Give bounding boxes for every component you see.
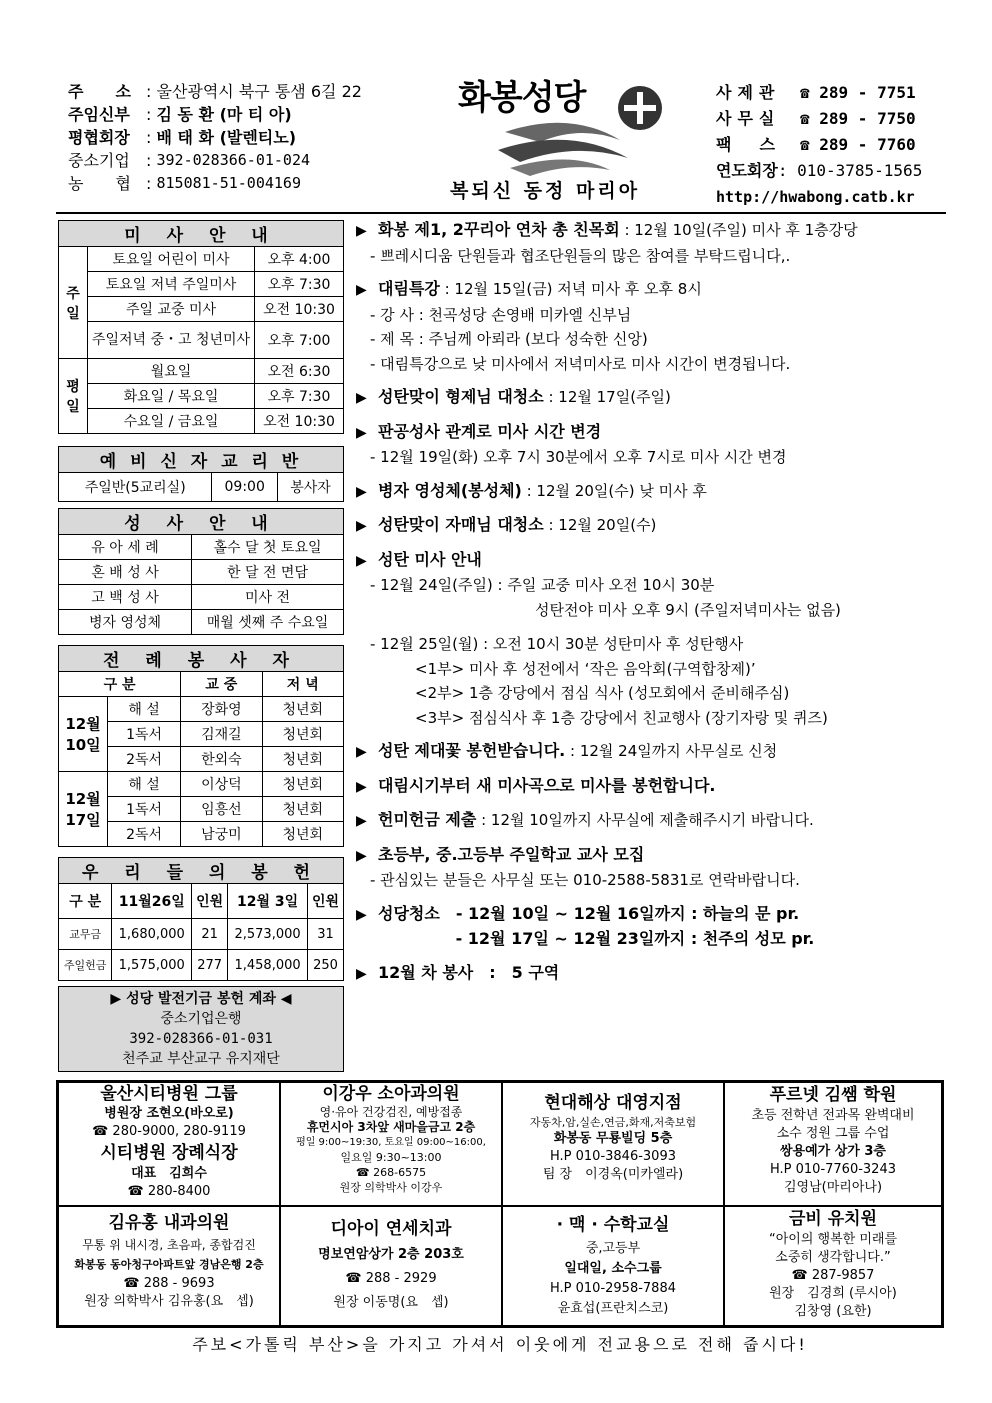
triangle-bullet-icon: ▶: [356, 552, 367, 569]
ad-line: 팀 장 이경옥(미카엘라): [542, 1167, 684, 1182]
ad-line: ☎ 288 - 2929: [345, 1271, 437, 1286]
colon: :: [146, 105, 157, 124]
offering-header: 구 분: [59, 884, 112, 919]
offering-count: 250: [308, 950, 344, 981]
catechumen-class: 주일반(5교리실): [59, 473, 212, 502]
offering-category: 주일헌금: [59, 950, 112, 981]
news-head: 병자 영성체(봉성체): [378, 480, 522, 500]
sacrament-table: [58, 508, 344, 635]
ad-line: ☎ 280-8400: [127, 1184, 211, 1199]
website-link[interactable]: http://hwabong.catb.kr: [716, 188, 915, 206]
sacrament-info: 한 달 전 면담: [192, 560, 344, 585]
mass-name: 수요일 / 금요일: [88, 409, 255, 434]
ad-pediatrics: [280, 1082, 502, 1206]
ad-line: 병원장 조현오(바오로): [104, 1106, 234, 1121]
ad-line: “아이의 행복한 미래를: [768, 1232, 898, 1247]
council-label: 평협회장: [68, 128, 130, 147]
ad-line: ☎ 288 - 9693: [123, 1276, 215, 1291]
pastor-name: 김 동 환 (마 티 아): [156, 105, 292, 124]
fund-holder: 천주교 부산교구 유지재단: [122, 1051, 280, 1067]
triangle-bullet-icon: ▶: [356, 847, 367, 864]
ad-internal-medicine: [58, 1206, 280, 1326]
mass-time: 오전 10:30: [255, 297, 344, 322]
news-rest: : 12월 20일(수) 낮 미사 후: [521, 481, 707, 500]
ad-city-hospital: [58, 1082, 280, 1206]
news-sub: <2부> 1층 강당에서 점심 식사 (성모회에서 준비해주심): [370, 684, 790, 702]
ad-line: 화봉동 무룡빌딩 5층: [553, 1131, 673, 1146]
mass-time: 오전 10:30: [255, 409, 344, 434]
catechumen-title: 예 비 신 자 교 리 반: [59, 447, 344, 473]
liturgy-main: 남궁미: [181, 822, 262, 847]
offering-amount: 1,680,000: [112, 919, 192, 950]
pastor-row: [68, 103, 398, 126]
news-sub: <3부> 점심식사 후 1층 강당에서 친교행사 (장기자랑 및 퀴즈): [370, 708, 828, 727]
mass-time: 오후 7:30: [255, 272, 344, 297]
ad-title: 현대해상 대영지점: [544, 1093, 682, 1113]
ad-line: 쌍용예가 상가 3층: [779, 1144, 886, 1159]
ad-line: H.P 010-3846-3093: [549, 1149, 676, 1164]
news-rest: : 12월 24일까지 사무실로 신청: [565, 742, 778, 760]
news-head: 판공성사 관계로 미사 시간 변경: [378, 421, 602, 441]
office-phone: ☎ 289 - 7750: [800, 109, 916, 128]
ad-line: 일요일 9:30~13:00: [340, 1151, 442, 1164]
news-item: [356, 739, 950, 765]
news-item: [356, 902, 950, 928]
news-rest: : 12월 20일(수): [543, 516, 657, 534]
news-head: 12월 차 봉사 : 5 구역: [378, 962, 560, 982]
ad-line: 평일 9:00~19:30, 토요일 09:00~16:00,: [296, 1137, 486, 1148]
offering-header: 인원: [192, 884, 228, 919]
mass-name: 월요일: [88, 359, 255, 384]
news-head: 성당청소 - 12월 10일 ~ 12월 16일까지 : 하늘의 문 pr.: [378, 903, 800, 923]
triangle-bullet-icon: ▶: [356, 813, 367, 829]
prayer-leader-row: [716, 158, 966, 184]
prayer-leader-phone: : 010-3785-1565: [777, 161, 923, 180]
liturgy-evening: 청년회: [262, 747, 343, 772]
liturgy-role: 1독서: [108, 797, 181, 822]
bank2-label: 농 협: [68, 174, 131, 193]
news-sub: - 관심있는 분들은 사무실 또는 010-2588-5831로 연락바랍니다.: [370, 871, 800, 889]
liturgy-evening: 청년회: [262, 822, 343, 847]
ad-line: ☎ 287-9857: [791, 1268, 875, 1283]
news-item: [356, 961, 950, 987]
sacrament-name: 혼 배 성 사: [59, 560, 192, 585]
council-name: 배 태 화 (발렌티노): [156, 128, 297, 147]
bank1-label: 중소기업: [68, 151, 130, 170]
sacrament-info: 미사 전: [192, 585, 344, 610]
fund-account: 392-028366-01-031: [129, 1031, 273, 1047]
parish-motto: 복되신 동정 마리아: [450, 180, 641, 202]
offering-title: 우 리 들 의 봉 헌: [59, 858, 344, 884]
parish-logo: [450, 70, 700, 210]
ad-line: 김창영 (요한): [794, 1304, 872, 1319]
ad-title: 금비 유치원: [788, 1209, 878, 1229]
fund-title: ▶ 성당 발전기금 봉헌 계좌 ◀: [110, 991, 292, 1007]
ad-line: 중,고등부: [585, 1241, 641, 1256]
header-info-left: [68, 80, 398, 195]
website-row: [716, 184, 966, 210]
news-sub: - 12월 24일(주일) : 주일 교중 미사 오전 10시 30분: [370, 576, 715, 594]
liturgy-role: 해 설: [108, 772, 181, 797]
ad-line: 화봉동 동아청구아파트앞 경남은행 2층: [74, 1258, 264, 1271]
offering-amount: 2,573,000: [228, 919, 308, 950]
triangle-bullet-icon: ▶: [356, 483, 367, 500]
mass-time: 오후 7:30: [255, 384, 344, 409]
liturgy-table: [58, 645, 344, 847]
catechumen-staff: 봉사자: [278, 473, 344, 502]
ad-line: 원장 이동명(요 셉): [333, 1295, 449, 1310]
triangle-bullet-icon: ▶: [356, 424, 367, 441]
news-rest: : 12월 10일(주일) 미사 후 1층강당: [619, 221, 858, 239]
mass-title: 미 사 안 내: [59, 221, 344, 247]
bank2-account: 815081-51-004169: [156, 174, 301, 192]
fund-bank: 중소기업은행: [160, 1011, 242, 1027]
fax-number: ☎ 289 - 7760: [800, 135, 916, 154]
offering-count: 21: [192, 919, 228, 950]
news-list: [356, 218, 950, 986]
offering-count: 277: [192, 950, 228, 981]
news-item: [356, 277, 950, 303]
colon: :: [146, 128, 157, 147]
bank2-row: [68, 172, 398, 195]
offering-header: 12월 3일: [228, 884, 308, 919]
liturgy-main: 김재길: [181, 722, 262, 747]
sacrament-info: 홀수 달 첫 토요일: [192, 535, 344, 560]
mass-schedule-table: [58, 220, 344, 434]
news-item: [356, 843, 950, 869]
offering-category: 교무금: [59, 919, 112, 950]
news-head: 대림시기부터 새 미사곡으로 미사를 봉헌합니다.: [378, 775, 716, 795]
news-item: [356, 479, 950, 505]
liturgy-date: 12월 17일: [59, 772, 108, 847]
news-head: 성탄맞이 자매님 대청소: [378, 515, 544, 534]
office-phone-row: [716, 106, 966, 132]
ad-title: 이강우 소아과의원: [322, 1084, 460, 1104]
header-divider: [56, 212, 946, 214]
liturgy-role: 2독서: [108, 747, 181, 772]
news-item: [356, 548, 950, 574]
news-head: 초등부, 중.고등부 주일학교 교사 모집: [378, 844, 645, 864]
pastor-label: 주임신부: [68, 105, 130, 124]
news-sub: - 대림특강으로 낮 미사에서 저녁미사로 미사 시간이 변경됩니다.: [370, 354, 791, 373]
liturgy-evening: 청년회: [262, 772, 343, 797]
ad-line: 윤효섭(프란치스코): [557, 1301, 669, 1316]
liturgy-date: 12월 10일: [59, 697, 108, 772]
news-rest: : 12월 15일(금) 저녁 미사 후 오후 8시: [439, 280, 702, 298]
ad-line: 초등 전학년 전과목 완벽대비: [751, 1108, 915, 1123]
liturgy-main: 이상덕: [181, 772, 262, 797]
liturgy-main: 한외숙: [181, 747, 262, 772]
offering-table: [58, 857, 344, 981]
triangle-bullet-icon: ▶: [356, 744, 367, 760]
ad-line: ☎ 268-6575: [355, 1166, 427, 1179]
ad-line: 명보연암상가 2층 203호: [318, 1247, 464, 1262]
mass-name: 화요일 / 목요일: [88, 384, 255, 409]
ad-title: · 맥 · 수학교실: [556, 1215, 670, 1235]
rectory-label: 사제관: [716, 83, 781, 102]
liturgy-title: 전 례 봉 사 자: [59, 646, 344, 672]
ad-line: 소수 정원 그룹 수업: [776, 1126, 890, 1141]
news-item: [356, 513, 950, 539]
rectory-phone: ☎ 289 - 7751: [800, 83, 916, 102]
liturgy-main: 임흥선: [181, 797, 262, 822]
news-sub: - 쁘레시디움 단원들과 협조단원들의 많은 참여를 부탁드립니다,.: [370, 246, 791, 265]
triangle-bullet-icon: ▶: [356, 282, 367, 298]
news-sub: - 제 목 : 주님께 아뢰라 (보다 성숙한 신앙): [370, 330, 648, 348]
ad-line: 무통 위 내시경, 초음파, 종합검진: [82, 1238, 256, 1252]
triangle-bullet-icon: ▶: [356, 906, 367, 923]
liturgy-evening: 청년회: [262, 797, 343, 822]
triangle-bullet-icon: ▶: [356, 390, 367, 406]
offering-amount: 1,575,000: [112, 950, 192, 981]
development-fund-box: [58, 986, 344, 1072]
address-text: 울산광역시 북구 통샘 6길 22: [156, 82, 362, 101]
offering-count: 31: [308, 919, 344, 950]
ad-line: 원장 의학박사 이강우: [339, 1181, 443, 1194]
triangle-bullet-icon: ▶: [356, 965, 367, 982]
news-sub: - 12월 17일 ~ 12월 23일까지 : 천주의 성모 pr.: [370, 929, 815, 948]
offering-header: 인원: [308, 884, 344, 919]
ad-line: H.P 010-2958-7884: [549, 1281, 676, 1296]
offering-header: 11월26일: [112, 884, 192, 919]
ad-title: 김유홍 내과의원: [108, 1213, 230, 1233]
mass-name: 주일 교중 미사: [88, 297, 255, 322]
news-item: [356, 420, 950, 446]
ad-insurance: [502, 1082, 724, 1206]
liturgy-role: 2독서: [108, 822, 181, 847]
prayer-leader-label: 연도회장: [716, 161, 778, 180]
mass-time: 오후 7:00: [255, 322, 344, 359]
triangle-bullet-icon: ▶: [356, 778, 367, 795]
sacrament-name: 고 백 성 사: [59, 585, 192, 610]
colon: :: [146, 151, 157, 170]
news-head: 성탄 제대꽃 봉헌받습니다.: [378, 741, 566, 760]
ad-line: 소중히 생각합니다.”: [775, 1250, 891, 1265]
mass-name: 토요일 어린이 미사: [88, 247, 255, 272]
address-label: 주 소: [68, 82, 131, 101]
news-sub: 성탄전야 미사 오후 9시 (주일저녁미사는 없음): [370, 600, 841, 619]
mass-time: 오전 6:30: [255, 359, 344, 384]
mass-name: 토요일 저녁 주일미사: [88, 272, 255, 297]
news-head: 헌미헌금 제출: [378, 810, 477, 829]
liturgy-role: 해 설: [108, 697, 181, 722]
bank1-row: [68, 149, 398, 172]
ad-line: 일대일, 소수그룹: [564, 1261, 662, 1276]
rectory-phone-row: [716, 80, 966, 106]
ad-line: ☎ 280-9000, 280-9119: [92, 1124, 246, 1139]
ad-line: 휴먼시아 3차앞 새마을금고 2층: [306, 1120, 476, 1134]
news-item: [356, 774, 950, 800]
ad-line: 자동차,암,실손,연금,화재,저축보험: [529, 1116, 697, 1129]
offering-amount: 1,458,000: [228, 950, 308, 981]
ad-line: 영·유아 건강검진, 예방접종: [319, 1105, 463, 1119]
news-item: [356, 385, 950, 411]
news-head: 성탄 미사 안내: [378, 549, 482, 569]
fax-row: [716, 132, 966, 158]
catechumen-time: 09:00: [212, 473, 278, 502]
header-info-right: [716, 80, 966, 210]
ad-dental: [280, 1206, 502, 1326]
colon: :: [146, 174, 157, 193]
news-rest: : 12월 17일(주일): [543, 388, 671, 406]
ad-math: [502, 1206, 724, 1326]
sacrament-info: 매월 셋째 주 수요일: [192, 610, 344, 635]
news-rest: : 12월 10일까지 사무실에 제출해주시기 바랍니다.: [476, 811, 814, 829]
liturgy-evening: 청년회: [262, 697, 343, 722]
mass-name: 주일저녁 중・고 청년미사: [88, 322, 255, 359]
news-head: 대림특강: [378, 279, 440, 298]
ad-line: 대표 김희수: [131, 1166, 207, 1181]
bank1-account: 392-028366-01-024: [156, 151, 311, 169]
ad-kindergarten: [724, 1206, 942, 1326]
ad-academy: [724, 1082, 942, 1206]
office-label: 사무실: [716, 109, 781, 128]
triangle-bullet-icon: ▶: [356, 223, 367, 239]
ad-line: 원장 김경희 (루시아): [769, 1286, 897, 1301]
news-item: [356, 218, 950, 244]
news-head: 화봉 제1, 2꾸리아 연차 총 친목회: [378, 220, 620, 239]
liturgy-header: 교 중: [181, 672, 262, 697]
liturgy-main: 장화영: [181, 697, 262, 722]
sacrament-name: 유 아 세 례: [59, 535, 192, 560]
parish-name: 화봉성당: [458, 78, 586, 118]
sponsor-ads: [56, 1080, 944, 1328]
ad-title: 푸르넷 김쌤 학원: [769, 1085, 897, 1105]
footer-note: 주보<가톨릭 부산>을 가지고 가셔서 이웃에게 전교용으로 전해 줍시다!: [192, 1335, 808, 1354]
ad-line: 김영남(마리아나): [783, 1180, 883, 1195]
ad-line: H.P 010-7760-3243: [769, 1162, 896, 1177]
ad-title: 시티병원 장례식장: [100, 1143, 238, 1163]
liturgy-evening: 청년회: [262, 722, 343, 747]
ad-title: 디아이 연세치과: [330, 1219, 452, 1239]
triangle-bullet-icon: ▶: [356, 518, 367, 534]
catechumen-table: [58, 446, 344, 502]
news-item: [356, 808, 950, 834]
liturgy-header: 저 녁: [262, 672, 343, 697]
mass-time: 오후 4:00: [255, 247, 344, 272]
address-value: :: [146, 82, 157, 101]
news-sub: - 12월 19일(화) 오후 7시 30분에서 오후 7시로 미사 시간 변경: [370, 448, 787, 466]
ad-title: 울산시티병원 그룹: [100, 1084, 238, 1104]
fax-label: 팩 스: [716, 135, 781, 154]
address-row: [68, 80, 398, 103]
cross-wave-emblem-icon: [450, 70, 700, 180]
news-sub: <1부> 미사 후 성전에서 ‘작은 음악회(구역합창제)’: [370, 659, 756, 678]
sacrament-name: 병자 영성체: [59, 610, 192, 635]
liturgy-header: 구 분: [59, 672, 181, 697]
ad-line: 원장 의학박사 김유홍(요 셉): [84, 1294, 254, 1309]
news-head: 성탄맞이 형제님 대청소: [378, 387, 544, 406]
sacrament-title: 성 사 안 내: [59, 509, 344, 535]
council-row: [68, 126, 398, 149]
news-sub: - 12월 25일(월) : 오전 10시 30분 성탄미사 후 성탄행사: [370, 635, 744, 653]
sunday-label: 주일: [59, 247, 88, 359]
weekday-label: 평일: [59, 359, 88, 434]
liturgy-role: 1독서: [108, 722, 181, 747]
news-sub: - 강 사 : 천곡성당 손영배 미카엘 신부님: [370, 305, 632, 324]
